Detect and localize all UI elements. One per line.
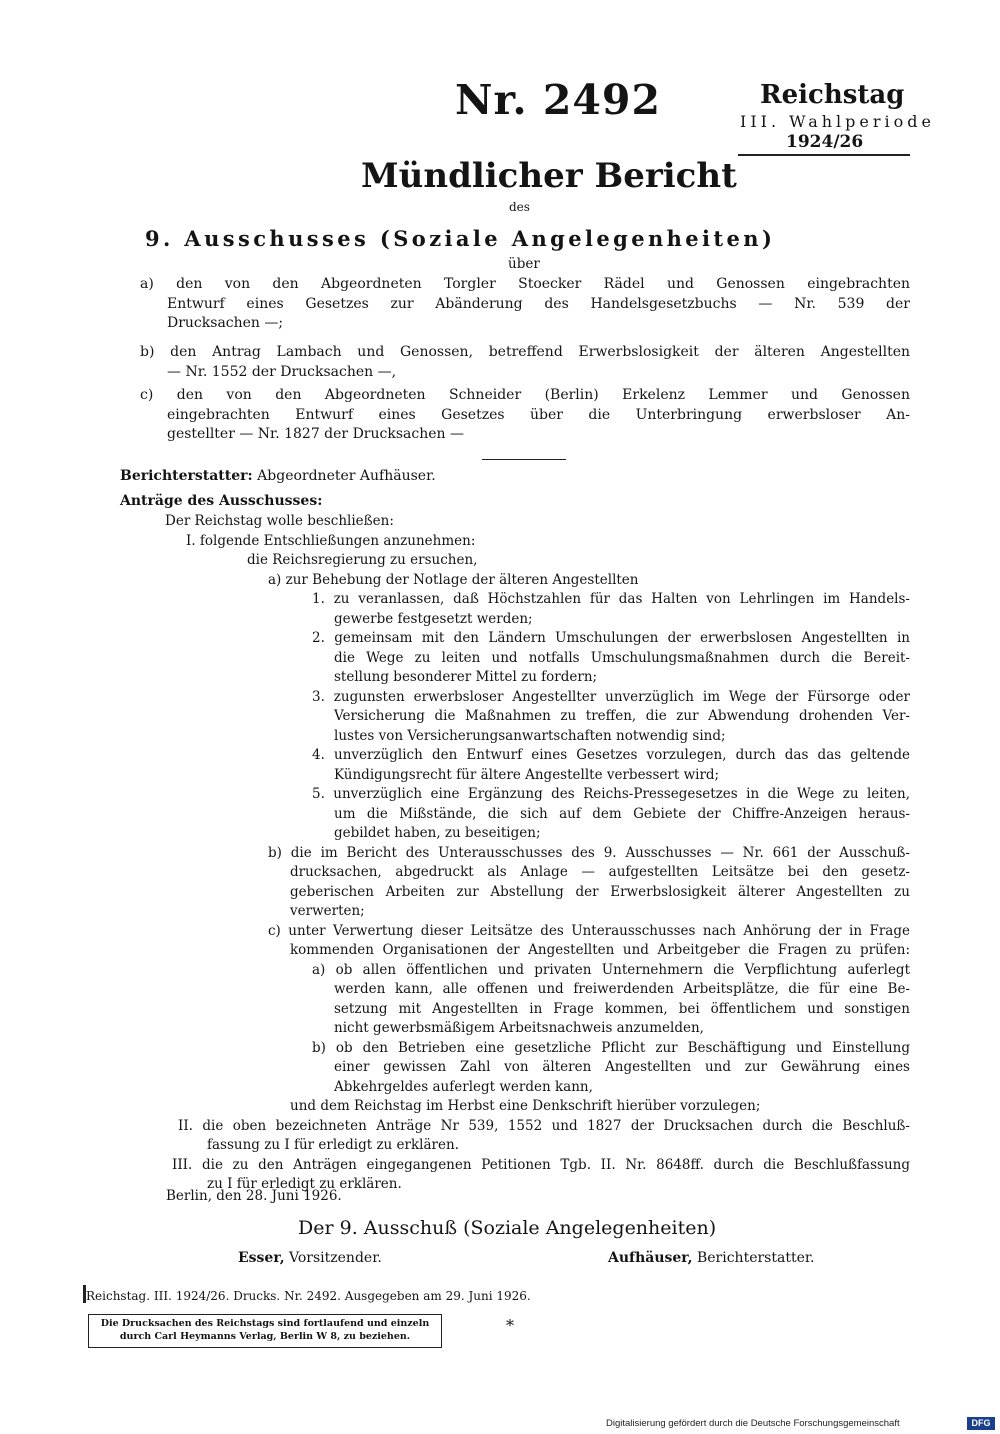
body-line: a) zur Behebung der Notlage der älteren Angestellten (268, 571, 639, 588)
rapporteur-signature (608, 1250, 814, 1266)
item-c-line: eingebrachten Entwurf eines Gesetzes über die Unterbringung erwerbsloser An- (167, 406, 910, 423)
header-years: 1924/26 (786, 132, 864, 152)
berichterstatter-value: Abgeordneter Aufhäuser. (257, 468, 436, 484)
section-divider (482, 459, 566, 460)
signature-committee: Der 9. Ausschuß (Soziale Angelegenheiten) (298, 1217, 717, 1239)
resolution-body (0, 512, 1000, 1195)
body-line: stellung besonderer Mittel zu fordern; (334, 669, 598, 685)
rapporteur-role: Berichterstatter. (696, 1250, 815, 1266)
body-line: II. die oben bezeichneten Anträge Nr 539, 1552 und 1827 der Drucksachen durch die Beschluß- (178, 1117, 910, 1134)
body-line: geberischen Arbeiten zur Abstellung der Erwerbslosigkeit älterer Angestellten zu (290, 883, 910, 900)
body-line: die Reichsregierung zu ersuchen, (247, 552, 478, 568)
distribution-notice-line: Die Drucksachen des Reichstags sind fortlaufend und einzeln (100, 1318, 430, 1329)
body-line: kommenden Organisationen der Angestellten und Arbeitgeber die Fragen zu prüfen: (290, 942, 910, 958)
body-line: 2. gemeinsam mit den Ländern Umschulungen der erwerbslosen Angestellten in (312, 630, 910, 646)
item-a-line: a) den von den Abgeordneten Torgler Stoecker Rädel und Genossen eingebrachten (140, 276, 910, 292)
body-line: nicht gewerbsmäßigem Arbeitsnachweis anzumelden, (334, 1020, 704, 1036)
chair-name: Esser, (238, 1250, 285, 1266)
body-line: I. folgende Entschließungen anzunehmen: (186, 532, 476, 549)
body-line: 4. unverzüglich den Entwurf eines Gesetzes vorzulegen, durch das das geltende (312, 747, 910, 763)
body-line: drucksachen, abgedruckt als Anlage — aufgestellten Leitsätze bei den gesetz- (290, 864, 910, 880)
body-line: werden kann, alle offenen und freiwerdenden Arbeitsplätze, die für eine Be- (334, 981, 910, 997)
title-des: des (509, 200, 530, 214)
body-line: 5. unverzüglich eine Ergänzung des Reichs-Pressegesetzes in die Wege zu leiten, (312, 786, 910, 802)
distribution-notice-box (88, 1314, 442, 1348)
body-line: setzung mit Angestellten in Frage kommen, bei öffentlichem und sonstigen (334, 1000, 910, 1017)
document-number: Nr. 2492 (455, 76, 661, 124)
header-underline (738, 154, 910, 156)
body-line: einer gewissen Zahl von älteren Angestellten und zur Gewährung eines (334, 1059, 910, 1075)
body-line: 3. zugunsten erwerbsloser Angestellter unverzüglich im Wege der Fürsorge oder (312, 688, 910, 705)
dfg-logo-label: DFG (971, 1418, 991, 1428)
body-line: Abkehrgeldes auferlegt werden kann, (334, 1078, 593, 1095)
body-line: III. die zu den Anträgen eingegangenen Petitionen Tgb. II. Nr. 8648ff. durch die Beschlußfassung (172, 1156, 910, 1173)
body-line: 1. zu veranlassen, daß Höchstzahlen für das Halten von Lehrlingen im Handels- (312, 591, 910, 607)
antraege-heading: Anträge des Ausschusses: (120, 493, 323, 509)
body-line: fassung zu I für erledigt zu erklären. (207, 1137, 459, 1153)
chair-role: Vorsitzender. (289, 1250, 382, 1266)
body-line: b) ob den Betrieben eine gesetzliche Pflicht zur Beschäftigung und Einstellung (312, 1039, 910, 1056)
body-line: zu I für erledigt zu erklären. (207, 1176, 402, 1192)
dfg-logo (967, 1417, 995, 1430)
digitization-note: Digitalisierung gefördert durch die Deutsche Forschungsgemeinschaft (606, 1418, 900, 1429)
body-line: Kündigungsrecht für ältere Angestellte verbessert wird; (334, 766, 720, 783)
item-a-line: Entwurf eines Gesetzes zur Abänderung des Handelsgesetzbuchs — Nr. 539 der (167, 295, 910, 312)
berichterstatter (120, 468, 436, 484)
body-line: verwerten; (290, 903, 365, 919)
item-c-line: c) den von den Abgeordneten Schneider (Berlin) Erkelenz Lemmer und Genossen (140, 387, 910, 403)
body-line: und dem Reichstag im Herbst eine Denkschrift hierüber vorzulegen; (290, 1098, 761, 1114)
body-line: Der Reichstag wolle beschließen: (165, 513, 394, 529)
body-line: lustes von Versicherungsanwartschaften notwendig sind; (334, 727, 726, 744)
berichterstatter-label: Berichterstatter: (120, 468, 253, 484)
distribution-notice-line: durch Carl Heymanns Verlag, Berlin W 8, zu beziehen. (119, 1331, 411, 1342)
date-line: Berlin, den 28. Juni 1926. (166, 1188, 342, 1204)
header-period: III. Wahlperiode (740, 112, 935, 131)
committee-title: 9. Ausschusses (Soziale Angelegenheiten) (145, 226, 776, 251)
rapporteur-name: Aufhäuser, (608, 1250, 693, 1266)
star-mark: * (506, 1316, 514, 1335)
item-b-line: — Nr. 1552 der Drucksachen —, (167, 363, 397, 380)
body-line: gewerbe festgesetzt werden; (334, 610, 533, 627)
item-a-line: Drucksachen —; (167, 315, 284, 331)
body-line: c) unter Verwertung dieser Leitsätze des Unterausschusses nach Anhörung der in Frage (268, 922, 910, 939)
item-b-line: b) den Antrag Lambach und Genossen, betreffend Erwerbslosigkeit der älteren Angestellten (140, 344, 910, 360)
item-c (140, 386, 910, 445)
item-c-line: gestellter — Nr. 1827 der Drucksachen — (167, 426, 464, 442)
document-title: Mündlicher Bericht (361, 156, 737, 196)
item-a (140, 275, 910, 334)
body-line: die Wege zu leiten und notfalls Umschulungsmaßnahmen durch die Bereit- (334, 649, 910, 666)
body-line: gebildet haben, zu beseitigen; (334, 825, 541, 841)
header-institution: Reichstag (760, 80, 905, 110)
footer-imprint: Reichstag. III. 1924/26. Drucks. Nr. 2492. Ausgegeben am 29. Juni 1926. (86, 1289, 531, 1303)
item-b (140, 343, 910, 382)
chair-signature (238, 1250, 382, 1266)
body-line: um die Mißstände, die sich auf dem Gebiete der Chiffre-Anzeigen heraus- (334, 805, 910, 822)
body-line: Versicherung die Maßnahmen zu treffen, die zur Abwendung drohenden Ver- (334, 708, 910, 724)
body-line: b) die im Bericht des Unterausschusses des 9. Ausschusses — Nr. 661 der Ausschuß- (268, 844, 910, 861)
title-ueber: über (508, 256, 540, 272)
body-line: a) ob allen öffentlichen und privaten Unternehmern die Verpflichtung auferlegt (312, 961, 910, 978)
